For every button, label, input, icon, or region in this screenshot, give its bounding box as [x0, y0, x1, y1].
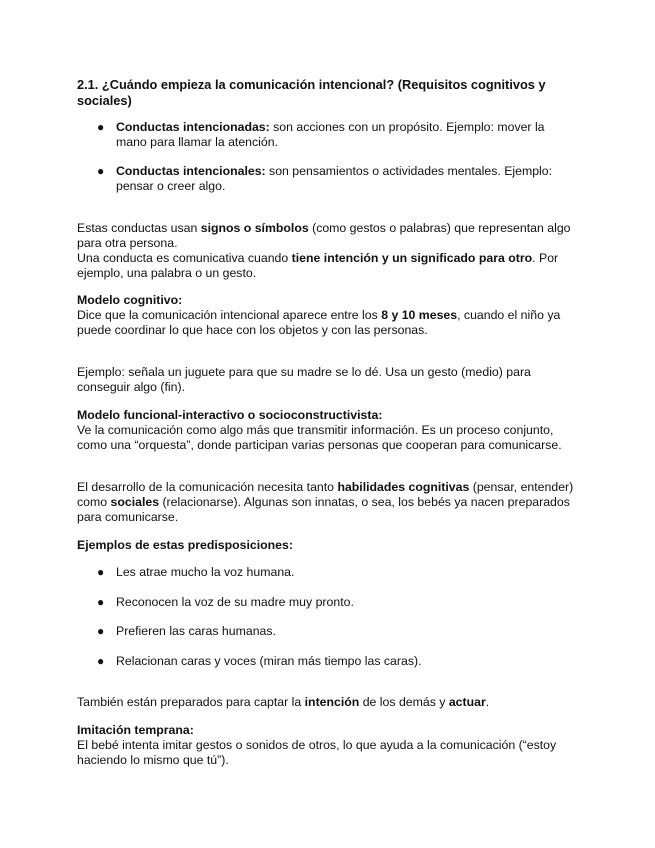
ejemplos-heading: Ejemplos de estas predisposiciones:: [77, 538, 293, 552]
modelo-cognitivo-heading: Modelo cognitivo:: [77, 293, 183, 307]
modelo-cognitivo-paragraph: Modelo cognitivo: Dice que la comunicación intencional aparece entre los 8 y 10 meses, cuando el niño ya puede coordinar lo que hace con los objetos y con las personas.: [77, 293, 561, 337]
modelo-funcional-heading: Modelo funcional-interactivo o socioconstructivista:: [77, 408, 383, 422]
document-page: 2.1. ¿Cuándo empieza la comunicación intencional? (Requisitos cognitivos y sociales) ● Conductas intencionadas: son acciones con un propósito. Ejemplo: mover la mano para llamar la atención. ● Conductas intencionales: son pensamientos o actividades mentales. Ejemplo: pensar o creer algo. Estas conductas usan signos o símbolos (como gestos o palabras) que representan algo para otra persona. Una conducta es comunicativa cuando tiene intención y un significado para otro. Por ejemplo, una palabra o un gesto. Modelo cognitivo: Dice que la comunicación intencional aparece entre los 8 y 10 meses, cuando el niño ya puede coordinar lo que hace con los objetos y con las personas. Ejemplo: señala un juguete para que su madre se lo dé. Usa un gesto (medio) para conseguir algo (fin). Modelo funcional-interactivo o socioconstructivista: Ve la comunicación como algo más que transmitir información. Es un proceso conjunto, como una “orquesta”, donde participan varias personas que cooperan para comunicarse. El desarrollo de la comunicación necesita tanto habilidades cognitivas (pensar, entender) como sociales (relacionarse). Algunas son innatas, o sea, los bebés ya nacen preparados para comunicarse. Ejemplos de estas predisposiciones: ● Les atrae mucho la voz humana. ● Reconocen la voz de su madre muy pronto. ● Prefieren las caras humanas. ● Relacionan caras y voces (miran más tiempo las caras). También están preparados para captar la intención de los demás y actuar. Imitación temprana: El bebé intenta imitar gestos o sonidos de otros, lo que ayuda a la comunicación (“estoy haciendo lo mismo que tú”).: [0, 0, 655, 848]
section-title: 2.1. ¿Cuándo empieza la comunicación intencional? (Requisitos cognitivos y sociales): [77, 77, 546, 108]
ejemplo-paragraph: Ejemplo: señala un juguete para que su madre se lo dé. Usa un gesto (medio) para conseguir algo (fin).: [77, 365, 531, 394]
imitacion-paragraph: Imitación temprana: El bebé intenta imitar gestos o sonidos de otros, lo que ayuda a la comunicación (“estoy haciendo lo mismo que tú”).: [77, 723, 557, 767]
bullet-icon: ●: [97, 624, 105, 638]
bullet-icon: ●: [97, 120, 105, 134]
bullet-icon: ●: [97, 654, 105, 668]
conducta-desc: son acciones con un propósito. Ejemplo: mover la mano para llamar la atención.: [116, 120, 545, 149]
conducta-term: Conductas intencionadas:: [116, 120, 270, 134]
desarrollo-paragraph: El desarrollo de la comunicación necesita tanto habilidades cognitivas (pensar, entender) como sociales (relacionarse). Algunas son innatas, o sea, los bebés ya nacen preparados para comunicarse.: [77, 480, 574, 524]
conducta-desc: son pensamientos o actividades mentales. Ejemplo: pensar o creer algo.: [116, 164, 553, 193]
imitacion-heading: Imitación temprana:: [77, 723, 194, 737]
modelo-funcional-paragraph: Modelo funcional-interactivo o socioconstructivista: Ve la comunicación como algo más que transmitir información. Es un proceso conjunto, como una “orquesta”, donde participan varias personas que cooperan para comunicarse.: [77, 408, 562, 452]
bullet-icon: ●: [97, 595, 105, 609]
conducta-term: Conductas intencionales:: [116, 164, 266, 178]
bullet-icon: ●: [97, 164, 105, 178]
captar-paragraph: También están preparados para captar la intención de los demás y actuar.: [77, 695, 490, 709]
signos-paragraph: Estas conductas usan signos o símbolos (como gestos o palabras) que representan algo para otra persona. Una conducta es comunicativa cuando tiene intención y un significado para otro. Por ejemplo, una palabra o un gesto.: [77, 221, 571, 280]
bullet-icon: ●: [97, 565, 105, 579]
